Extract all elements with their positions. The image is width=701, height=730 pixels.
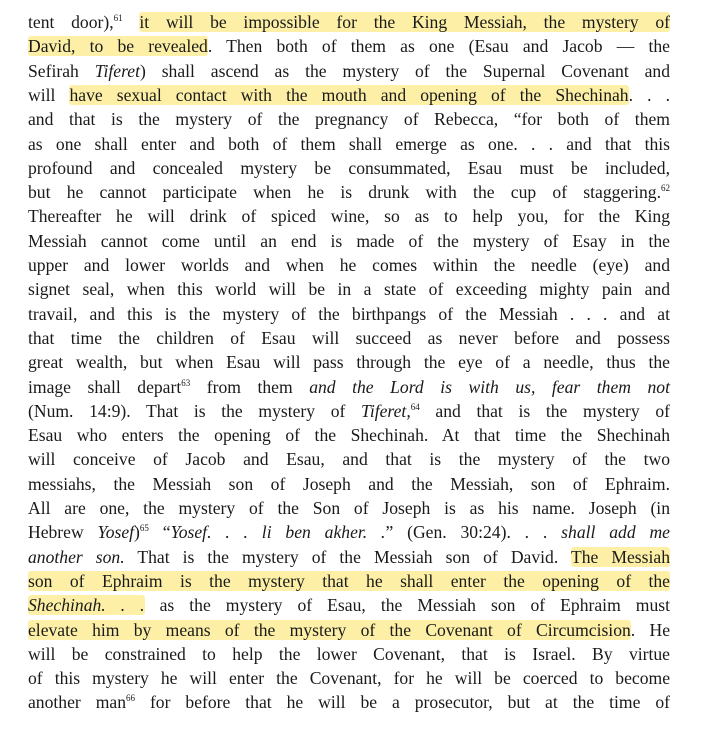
text-run: as the mystery of Esau, the Messiah son of Ephraim must xyxy=(144,595,670,616)
highlighted-text: elevate him by means of the mystery of the Covenant of Circumcision xyxy=(28,619,631,640)
text-run: will be constrained to help the lower Covenant, that is Israel. By virtue xyxy=(28,643,670,664)
footnote-marker: 65 xyxy=(139,523,149,534)
text-run: and that is the mystery of xyxy=(419,400,670,421)
italic-text: and the Lord is with us, fear them not xyxy=(309,376,670,397)
text-line xyxy=(28,180,670,204)
highlighted-text: son of Ephraim is the mystery that he shall enter the opening of the xyxy=(28,570,670,591)
footnote-marker: 66 xyxy=(126,693,135,704)
text-line xyxy=(28,520,670,544)
footnote-marker: 63 xyxy=(181,377,191,388)
text-run: That is the mystery of the Messiah son of David. xyxy=(124,546,571,567)
text-line xyxy=(28,423,670,447)
text-line xyxy=(28,326,670,350)
text-line xyxy=(28,690,670,714)
text-line xyxy=(28,447,670,471)
text-run xyxy=(123,12,140,32)
italic-text: Tiferet xyxy=(94,60,140,81)
text-run: “ xyxy=(148,522,171,543)
text-line xyxy=(28,107,670,131)
text-run: that time the children of Esau will succeed as never before and possess xyxy=(28,327,670,348)
text-line xyxy=(28,472,670,496)
text-run: of this mystery he will enter the Covenant, for he will be coerced to become xyxy=(28,668,670,689)
text-run: signet seal, when this world will be in a state of exceeding mighty pain and xyxy=(28,279,670,300)
text-line xyxy=(28,59,670,83)
text-run: All are one, the mystery of the Son of Joseph is as his name. Joseph (in xyxy=(28,498,670,518)
text-line xyxy=(28,399,670,423)
highlighted-text: have sexual contact with the mouth and opening of the Shechinah xyxy=(69,84,629,105)
text-line xyxy=(28,496,670,520)
text-run: as one shall enter and both of them shall emerge as one. . . and that this xyxy=(28,133,670,154)
text-line xyxy=(28,204,670,228)
text-run: and that is the mystery of the pregnancy of Rebecca, “for both of them xyxy=(28,109,670,130)
text-run: Hebrew xyxy=(28,522,98,543)
text-line xyxy=(28,34,670,58)
text-run: travail, and this is the mystery of the birthpangs of the Messiah . . . and at xyxy=(28,303,670,324)
text-run: . . . xyxy=(628,84,670,105)
footnote-marker: 64 xyxy=(410,401,420,412)
text-line xyxy=(28,642,670,666)
highlighted-text: The Messiah xyxy=(570,546,670,567)
text-run: ” (Gen. 30:24). . . xyxy=(385,522,562,543)
italic-text: another son. xyxy=(28,546,125,567)
text-run: another man xyxy=(28,692,126,713)
text-run: but he cannot participate when he is drunk with the cup of staggering. xyxy=(28,182,661,203)
text-line xyxy=(28,666,670,690)
text-run: will xyxy=(28,84,70,105)
text-line xyxy=(28,302,670,326)
text-run: ) shall ascend as the mystery of the Supernal Covenant and xyxy=(139,60,670,81)
text-run: Esau who enters the opening of the Shechinah. At that time the Shechinah xyxy=(28,425,670,446)
text-line xyxy=(28,229,670,253)
footnote-marker: 62 xyxy=(661,183,670,194)
text-run: Thereafter he will drink of spiced wine, so as to help you, for the King xyxy=(28,206,670,227)
text-run: profound and concealed mystery be consummated, Esau must be included, xyxy=(28,157,670,178)
highlighted-text: David, to be revealed xyxy=(28,36,208,57)
text-run: from them xyxy=(190,376,310,397)
text-line xyxy=(28,375,670,399)
text-run: image shall depart xyxy=(28,376,182,397)
text-run: . Then both of them as one (Esau and Jacob — the xyxy=(207,36,670,57)
text-run: upper and lower worlds and when he comes within the needle (eye) and xyxy=(28,255,670,275)
italic-text: Yosef. . . li ben akher. . xyxy=(170,522,386,543)
text-run: messiahs, the Messiah son of Joseph and the Messiah, son of Ephraim. xyxy=(28,473,670,494)
text-run: (Num. 14:9). That is the mystery of xyxy=(28,400,362,421)
text-line xyxy=(28,132,670,156)
text-run: great wealth, but when Esau will pass through the eye of a needle, thus the xyxy=(28,352,670,373)
text-run: ) xyxy=(134,522,140,543)
text-line xyxy=(28,10,670,34)
text-line xyxy=(28,277,670,301)
text-line xyxy=(28,593,670,617)
text-run: Messiah cannot come until an end is made of the mystery of Esay in the xyxy=(28,230,670,251)
highlighted-text: it will be impossible for the King Messiah, the mystery of xyxy=(139,12,671,32)
text-run: for before that he will be a prosecutor, but at the time of xyxy=(135,692,670,713)
text-run: tent door), xyxy=(28,12,114,32)
text-run: will conceive of Jacob and Esau, and that is the mystery of the two xyxy=(28,449,670,470)
highlighted-text: Shechinah. . . xyxy=(28,595,145,616)
text-line xyxy=(28,545,670,569)
text-line xyxy=(28,618,670,642)
text-line xyxy=(28,253,670,277)
italic-text: Tiferet, xyxy=(361,400,411,421)
italic-text: Yosef xyxy=(97,522,135,543)
footnote-marker: 61 xyxy=(113,13,123,23)
text-line xyxy=(28,569,670,593)
text-line xyxy=(28,156,670,180)
text-run: . He xyxy=(630,619,671,640)
italic-text: shall add me xyxy=(561,522,670,543)
text-line xyxy=(28,350,670,374)
text-line xyxy=(28,83,670,107)
text-run: Sefirah xyxy=(28,60,95,81)
